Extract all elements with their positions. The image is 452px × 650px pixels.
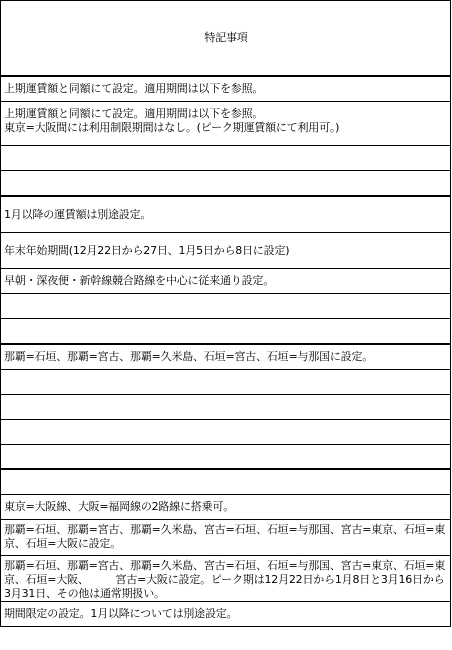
- table-row[interactable]: [1, 171, 450, 197]
- table-row[interactable]: 那覇=石垣、那覇=宮古、那覇=久米島、石垣=宮古、石垣=与那国に設定。: [1, 345, 450, 370]
- table-row[interactable]: [1, 294, 450, 319]
- page-title: 特記事項: [204, 31, 248, 44]
- table-row[interactable]: 期間限定の設定。1月以降については別途設定。: [1, 602, 450, 627]
- table-row[interactable]: 1月以降の運賃額は別途設定。: [1, 197, 450, 233]
- table-row[interactable]: [1, 146, 450, 171]
- table-row[interactable]: 上期運賃額と同額にて設定。適用期間は以下を参照。: [1, 77, 450, 102]
- table-row[interactable]: [1, 420, 450, 445]
- table-row[interactable]: 那覇=石垣、那覇=宮古、那覇=久米島、宮古=石垣、石垣=与那国、宮古=東京、石垣=東京、石垣=大阪、 宮古=大阪に設定。ピーク期は12月22日から1月8日と3月16日から3月31日、その他は通常期扱い。: [1, 556, 450, 602]
- table-row[interactable]: [1, 445, 450, 470]
- table-row[interactable]: 早朝・深夜便・新幹線競合路線を中心に従来通り設定。: [1, 269, 450, 294]
- table-row[interactable]: [1, 370, 450, 395]
- table-row[interactable]: 東京=大阪線、大阪=福岡線の2路線に搭乗可。: [1, 495, 450, 520]
- table-row[interactable]: [1, 470, 450, 495]
- table-row[interactable]: 年末年始期間(12月22日から27日、1月5日から8日に設定): [1, 233, 450, 269]
- table-row[interactable]: 上期運賃額と同額にて設定。適用期間は以下を参照。 東京=大阪間には利用制限期間はなし。(ピーク期運賃額にて利用可。): [1, 102, 450, 146]
- table-row[interactable]: [1, 319, 450, 345]
- table-row[interactable]: [1, 395, 450, 420]
- header-cell[interactable]: [1, 1, 450, 77]
- table-row[interactable]: 那覇=石垣、那覇=宮古、那覇=久米島、宮古=石垣、石垣=与那国、宮古=東京、石垣=東京、石垣=大阪に設定。: [1, 520, 450, 556]
